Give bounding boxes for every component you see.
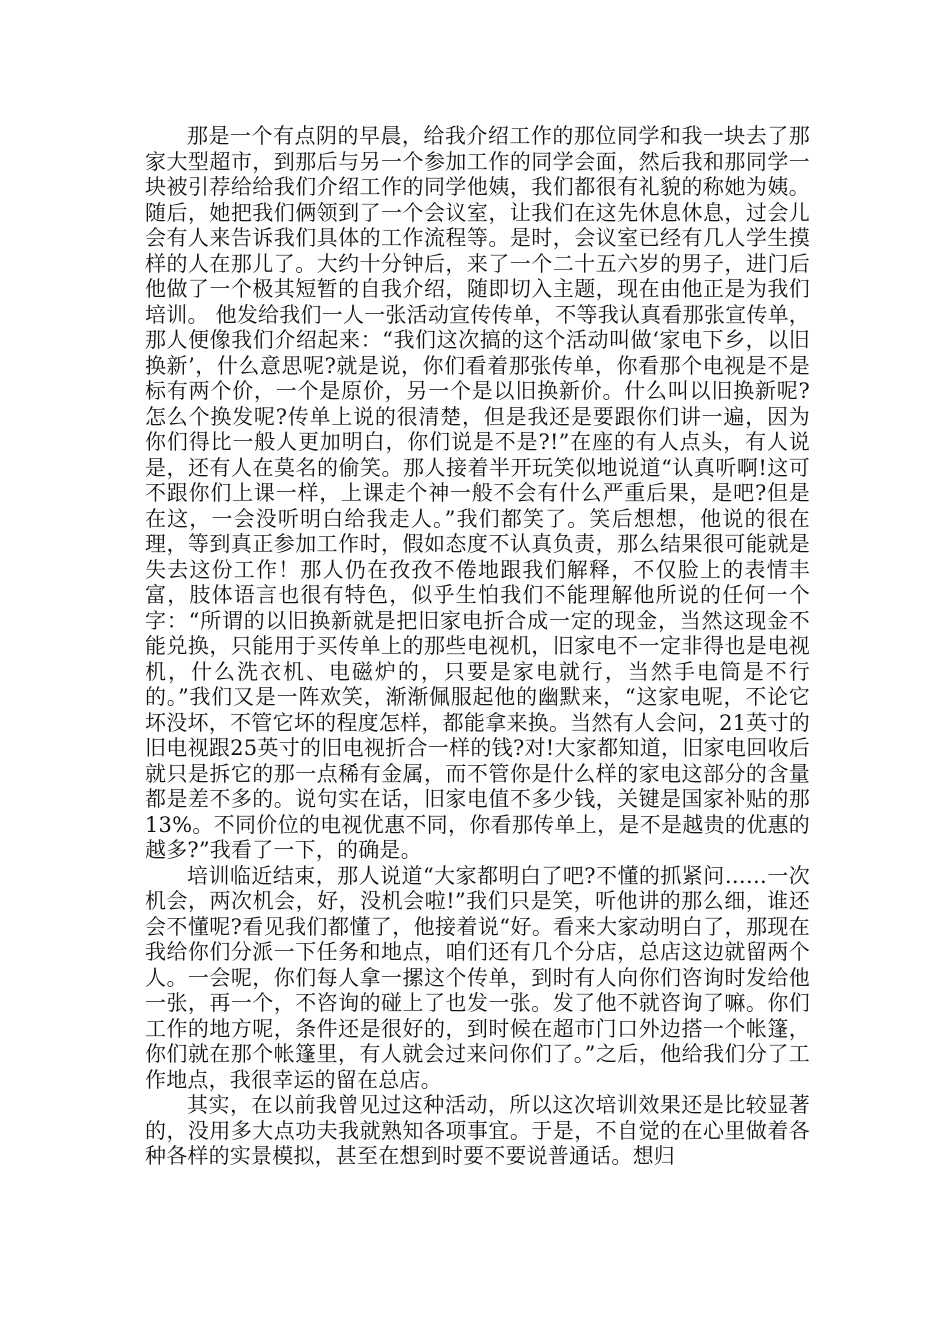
paragraph-3: 其实，在以前我曾见过这种活动，所以这次培训效果还是比较显著的，没用多大点功夫我就熟知各项事宜。于是，不自觉的在心里做着各种各样的实景模拟，甚至在想到时要不要说普通话。想归 <box>145 1093 810 1168</box>
paragraph-2: 培训临近结束，那人说道“大家都明白了吧?不懂的抓紧问……一次机会，两次机会，好，没机会啦!”我们只是笑，听他讲的那么细，谁还会不懂呢?看见我们都懂了，他接着说“好。看来大家动明白了，那现在我给你们分派一下任务和地点，咱们还有几个分店，总店这边就留两个人。一会呢，你们每人拿一摞这个传单，到时有人向你们咨询时发给他一张，再一个，不咨询的碰上了也发一张。发了他不就咨询了嘛。你们工作的地方呢，条件还是很好的，到时候在超市门口外边搭一个帐篷，你们就在那个帐篷里，有人就会过来问你们了。”之后，他给我们分了工作地点，我很幸运的留在总店。 <box>145 863 810 1092</box>
paragraph-1: 那是一个有点阴的早晨，给我介绍工作的那位同学和我一块去了那家大型超市，到那后与另一个参加工作的同学会面，然后我和那同学一块被引荐给给我们介绍工作的同学他姨，我们都很有礼貌的称她为姨。随后，她把我们俩领到了一个会议室，让我们在这先休息休息，过会儿会有人来告诉我们具体的工作流程等。是时，会议室已经有几人学生摸样的人在那儿了。大约十分钟后，来了一个二十五六岁的男子，进门后他做了一个极其短暂的自我介绍，随即切入主题，现在由他正是为我们培训。 他发给我们一人一张活动宣传传单，不等我认真看那张宣传单，那人便像我们介绍起来：“我们这次搞的这个活动叫做‘家电下乡，以旧换新’，什么意思呢?就是说，你们看着那张传单，你看那个电视是不是标有两个价，一个是原价，另一个是以旧换新价。什么叫以旧换新呢?怎么个换发呢?传单上说的很清楚，但是我还是要跟你们讲一遍，因为你们得比一般人更加明白，你们说是不是?!”在座的有人点头，有人说是，还有人在莫名的偷笑。那人接着半开玩笑似地说道“认真听啊!这可不跟你们上课一样，上课走个神一般不会有什么严重后果，是吧?但是在这，一会没听明白给我走人。”我们都笑了。笑后想想，他说的很在理，等到真正参加工作时，假如态度不认真负责，那么结果很可能就是失去这份工作！那人仍在孜孜不倦地跟我们解释，不仅脸上的表情丰富，肢体语言也很有特色，似乎生怕我们不能理解他所说的任何一个字：“所谓的以旧换新就是把旧家电折合成一定的现金，当然这现金不能兑换，只能用于买传单上的那些电视机，旧家电不一定非得也是电视机，什么洗衣机、电磁炉的，只要是家电就行，当然手电筒是不行的。”我们又是一阵欢笑，渐渐佩服起他的幽默来，“这家电呢，不论它坏没坏，不管它坏的程度怎样，都能拿来换。当然有人会问，21英寸的旧电视跟25英寸的旧电视折合一样的钱?对!大家都知道，旧家电回收后就只是拆它的那一点稀有金属，而不管你是什么样的家电这部分的含量都是差不多的。说句实在话，旧家电值不多少钱，关键是国家补贴的那13%。不同价位的电视优惠不同，你看那传单上，是不是越贵的优惠的越多?”我看了一下，的确是。 <box>145 124 810 862</box>
body-text <box>145 124 810 1170</box>
